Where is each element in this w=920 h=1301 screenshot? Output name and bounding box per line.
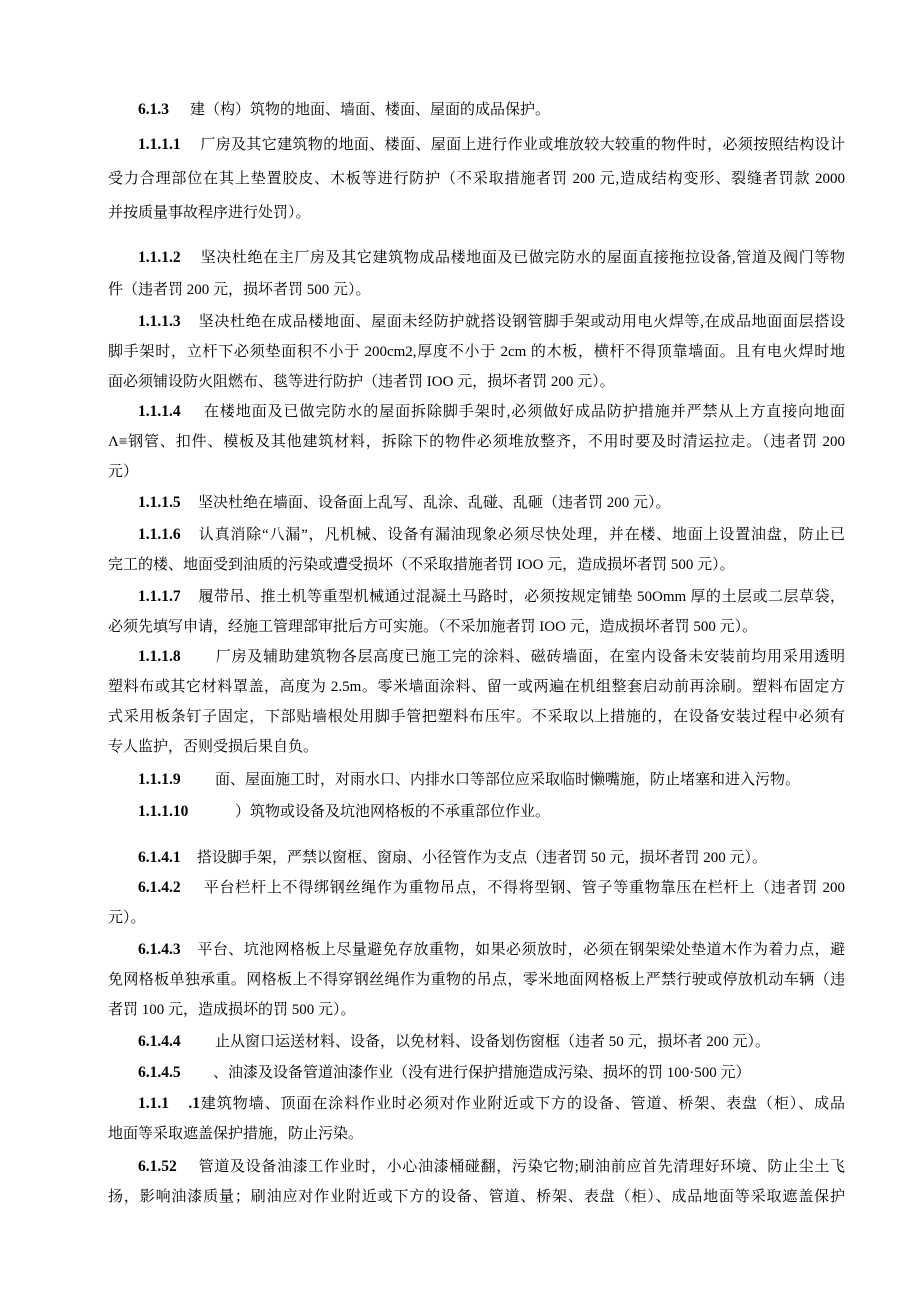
clause-text: 平台、坑池网格板上尽量避免存放重物，如果必须放时，必须在钢架梁处垫道木作为着力点，避: [197, 942, 845, 958]
clause-1-1-1-8: [108, 642, 845, 762]
clause-text: 平台栏杆上不得绑钢丝绳作为重物吊点，不得将型钢、管子等重物靠压在栏杆上（违者罚 200: [203, 880, 845, 896]
clause-line: [108, 797, 845, 827]
clause-text: 厂房及辅助建筑物各层高度已施工完的涂料、磁砖墙面，在室内设备未安装前均用采用透明: [215, 649, 845, 665]
clause-line: [108, 642, 845, 672]
clause-number: 1.1.1.10: [138, 803, 189, 820]
clause-text: 搭设脚手架，严禁以窗框、窗扇、小径管作为支点（违者罚 50 元，损坏者罚 200 元）。: [197, 850, 768, 866]
clause-line: [108, 307, 845, 337]
clause-line: Λ≡钢管、扣件、模板及其他建筑材料，拆除下的物件必须堆放整齐，不用时要及时清运拉走。（违者罚 200: [108, 434, 845, 450]
clause-number: 6.1.3: [138, 101, 169, 118]
clause-number: 1.1.1.3: [138, 313, 181, 330]
clause-1-1-1-dot-1: [108, 1089, 845, 1149]
clause-number: 1.1.1.1: [138, 136, 181, 153]
clause-text: 面、屋面施工时，对雨水口、内排水口等部位应采取临时懒嘴施，防止堵塞和进入污物。: [215, 772, 801, 788]
clause-line: 并按质量事故程序进行处罚）。: [108, 205, 311, 221]
clause-6-1-4-1: [108, 843, 845, 873]
clause-line: [108, 1027, 845, 1057]
clause-line: 必须先填写申请，经施工管理部审批后方可实施。（不采加施者罚 IOO 元，造成损坏者罚 500 元）。: [108, 619, 758, 635]
clause-text: 坚决杜绝在成品楼地面、屋面未经防护就搭设钢管脚手架或动用电火焊等,在成品地面面层搭设: [198, 314, 845, 330]
clause-line: [108, 95, 845, 125]
clause-1-1-1-1: [108, 128, 845, 230]
clause-line: [108, 397, 845, 427]
clause-number: 1.1.1.5: [138, 494, 181, 511]
clause-6-1-52: [108, 1152, 845, 1212]
clause-line: 免网格板单独承重。网格板上不得穿钢丝绳作为重物的吊点，零米地面网格板上严禁行驶或停放机动车辆（违: [108, 972, 845, 988]
clause-1-1-1-7: [108, 582, 845, 642]
clause-text: 、油漆及设备管道油漆作业（没有进行保护措施造成污染、损坏的罚 100·500 元）: [213, 1065, 751, 1081]
clause-line: 脚手架时，立杆下必须垫面积不小于 200cm2,厚度不小于 2cm 的木板，横杆不得顶靠墙面。且有电火焊时地: [108, 344, 845, 360]
clause-line: 地面等采取遮盖保护措施，防止污染。: [108, 1126, 364, 1142]
clause-line: [108, 488, 845, 518]
clause-1-1-1-2: [108, 242, 845, 306]
clause-text: 认真消除“八漏”，凡机械、设备有漏油现象必须尽快处理，并在楼、地面上设置油盘，防止已: [198, 527, 845, 543]
clause-number: 1.1.1.4: [138, 403, 181, 420]
clause-6-1-4-2: [108, 873, 845, 933]
clause-line: [108, 843, 845, 873]
clause-line: 受力合理部位在其上垫置胶皮、木板等进行防护（不采取措施者罚 200 元,造成结构变形、裂缝者罚款 2000: [108, 171, 845, 187]
clause-text: ）筑物或设备及坑池网格板的不承重部位作业。: [235, 804, 551, 820]
clause-line: 式采用板条钉子固定，下部贴墙根处用脚手管把塑料布压牢。不采取以上措施的，在设备安装过程中必须有: [108, 709, 845, 725]
clause-line: [108, 873, 845, 903]
clause-line: 件（违者罚 200 元，损坏者罚 500 元）。: [108, 282, 371, 298]
clause-number: 6.1.4.2: [138, 879, 181, 896]
clause-number: 6.1.52: [138, 1158, 177, 1175]
clause-line: 专人监护，否则受损后果自负。: [108, 739, 319, 755]
clause-number: 6.1.4.4: [138, 1033, 181, 1050]
clause-line: [108, 520, 845, 550]
clause-number: 1.1.1 .1: [138, 1095, 200, 1112]
clause-text: 坚决杜绝在墙面、设备面上乱写、乱涂、乱碰、乱砸（违者罚 200 元）。: [198, 495, 671, 511]
clause-text: 厂房及其它建筑物的地面、楼面、屋面上进行作业或堆放较大较重的物件时，必须按照结构设计: [200, 137, 845, 153]
clause-1-1-1-10: [108, 797, 845, 827]
clause-1-1-1-9: [108, 765, 845, 795]
clause-line: 面必须铺设防火阻燃布、毯等进行防护（违者罚 IOO 元，损坏者罚 200 元）。: [108, 374, 615, 390]
clause-text: 建筑物墙、顶面在涂料作业时必须对作业附近或下方的设备、管道、桥架、表盘（柜）、成品: [200, 1096, 845, 1112]
clause-text: 止从窗口运送材料、设备，以免材料、设备划伤窗框（违者 50 元，损坏者 200 元）。: [215, 1034, 771, 1050]
clause-line: [108, 1152, 845, 1182]
clause-number: 1.1.1.7: [138, 588, 181, 605]
clause-line: 元）: [108, 464, 139, 480]
clause-number: 1.1.1.9: [138, 771, 181, 788]
clause-number: 1.1.1.6: [138, 526, 181, 543]
clause-1-1-1-4: [108, 397, 845, 487]
clause-line: [108, 935, 845, 965]
clause-6-1-4-3: [108, 935, 845, 1025]
clause-1-1-1-3: [108, 307, 845, 397]
clause-number: 6.1.4.3: [138, 941, 181, 958]
clause-1-1-1-6: [108, 520, 845, 580]
clause-number: 1.1.1.8: [138, 648, 181, 665]
clause-number: 6.1.4.1: [138, 849, 181, 866]
clause-text: 在楼地面及已做完防水的屋面拆除脚手架时,必须做好成品防护措施并严禁从上方直接向地面: [203, 404, 845, 420]
clause-1-1-1-5: [108, 488, 845, 518]
clause-line: [108, 582, 845, 612]
clause-line: [108, 765, 845, 795]
clause-line: 者罚 100 元，造成损坏的罚 500 元）。: [108, 1002, 356, 1018]
clause-line: 元）。: [108, 910, 146, 926]
clause-text: 管道及设备油漆工作业时，小心油漆桶碰翻，污染它物;刷油前应首先清理好环境、防止尘土飞: [198, 1159, 845, 1175]
clause-6-1-4-4: [108, 1027, 845, 1057]
clause-line: 完工的楼、地面受到油质的污染或遭受损坏（不采取措施者罚 IOO 元，造成损坏者罚 500 元）。: [108, 557, 735, 573]
clause-line: 塑料布或其它材料罩盖，高度为 2.5m。零米墙面涂料、留一或两遍在机组整套启动前再涂刷。塑料布固定方: [108, 679, 845, 695]
clause-line: [108, 128, 845, 162]
clause-text: 建（构）筑物的地面、墙面、楼面、屋面的成品保护。: [190, 102, 551, 118]
clause-line: 扬，影响油漆质量；刷油应对作业附近或下方的设备、管道、桥架、表盘（柜）、成品地面等采取遮盖保护: [108, 1189, 845, 1205]
clause-6-1-4-5: [108, 1058, 845, 1088]
clause-line: [108, 1089, 845, 1119]
clause-number: 6.1.4.5: [138, 1064, 181, 1081]
clause-number: 1.1.1.2: [138, 249, 181, 266]
clause-6-1-3: [108, 95, 845, 125]
clause-text: 坚决杜绝在主厂房及其它建筑物成品楼地面及已做完防水的屋面直接拖拉设备,管道及阀门等物: [200, 250, 845, 266]
clause-line: [108, 1058, 845, 1088]
clause-line: [108, 242, 845, 274]
clause-text: 履带吊、推土机等重型机械通过混凝土马路时，必须按规定铺垫 50Omm 厚的土层或二层草袋，: [198, 589, 845, 605]
